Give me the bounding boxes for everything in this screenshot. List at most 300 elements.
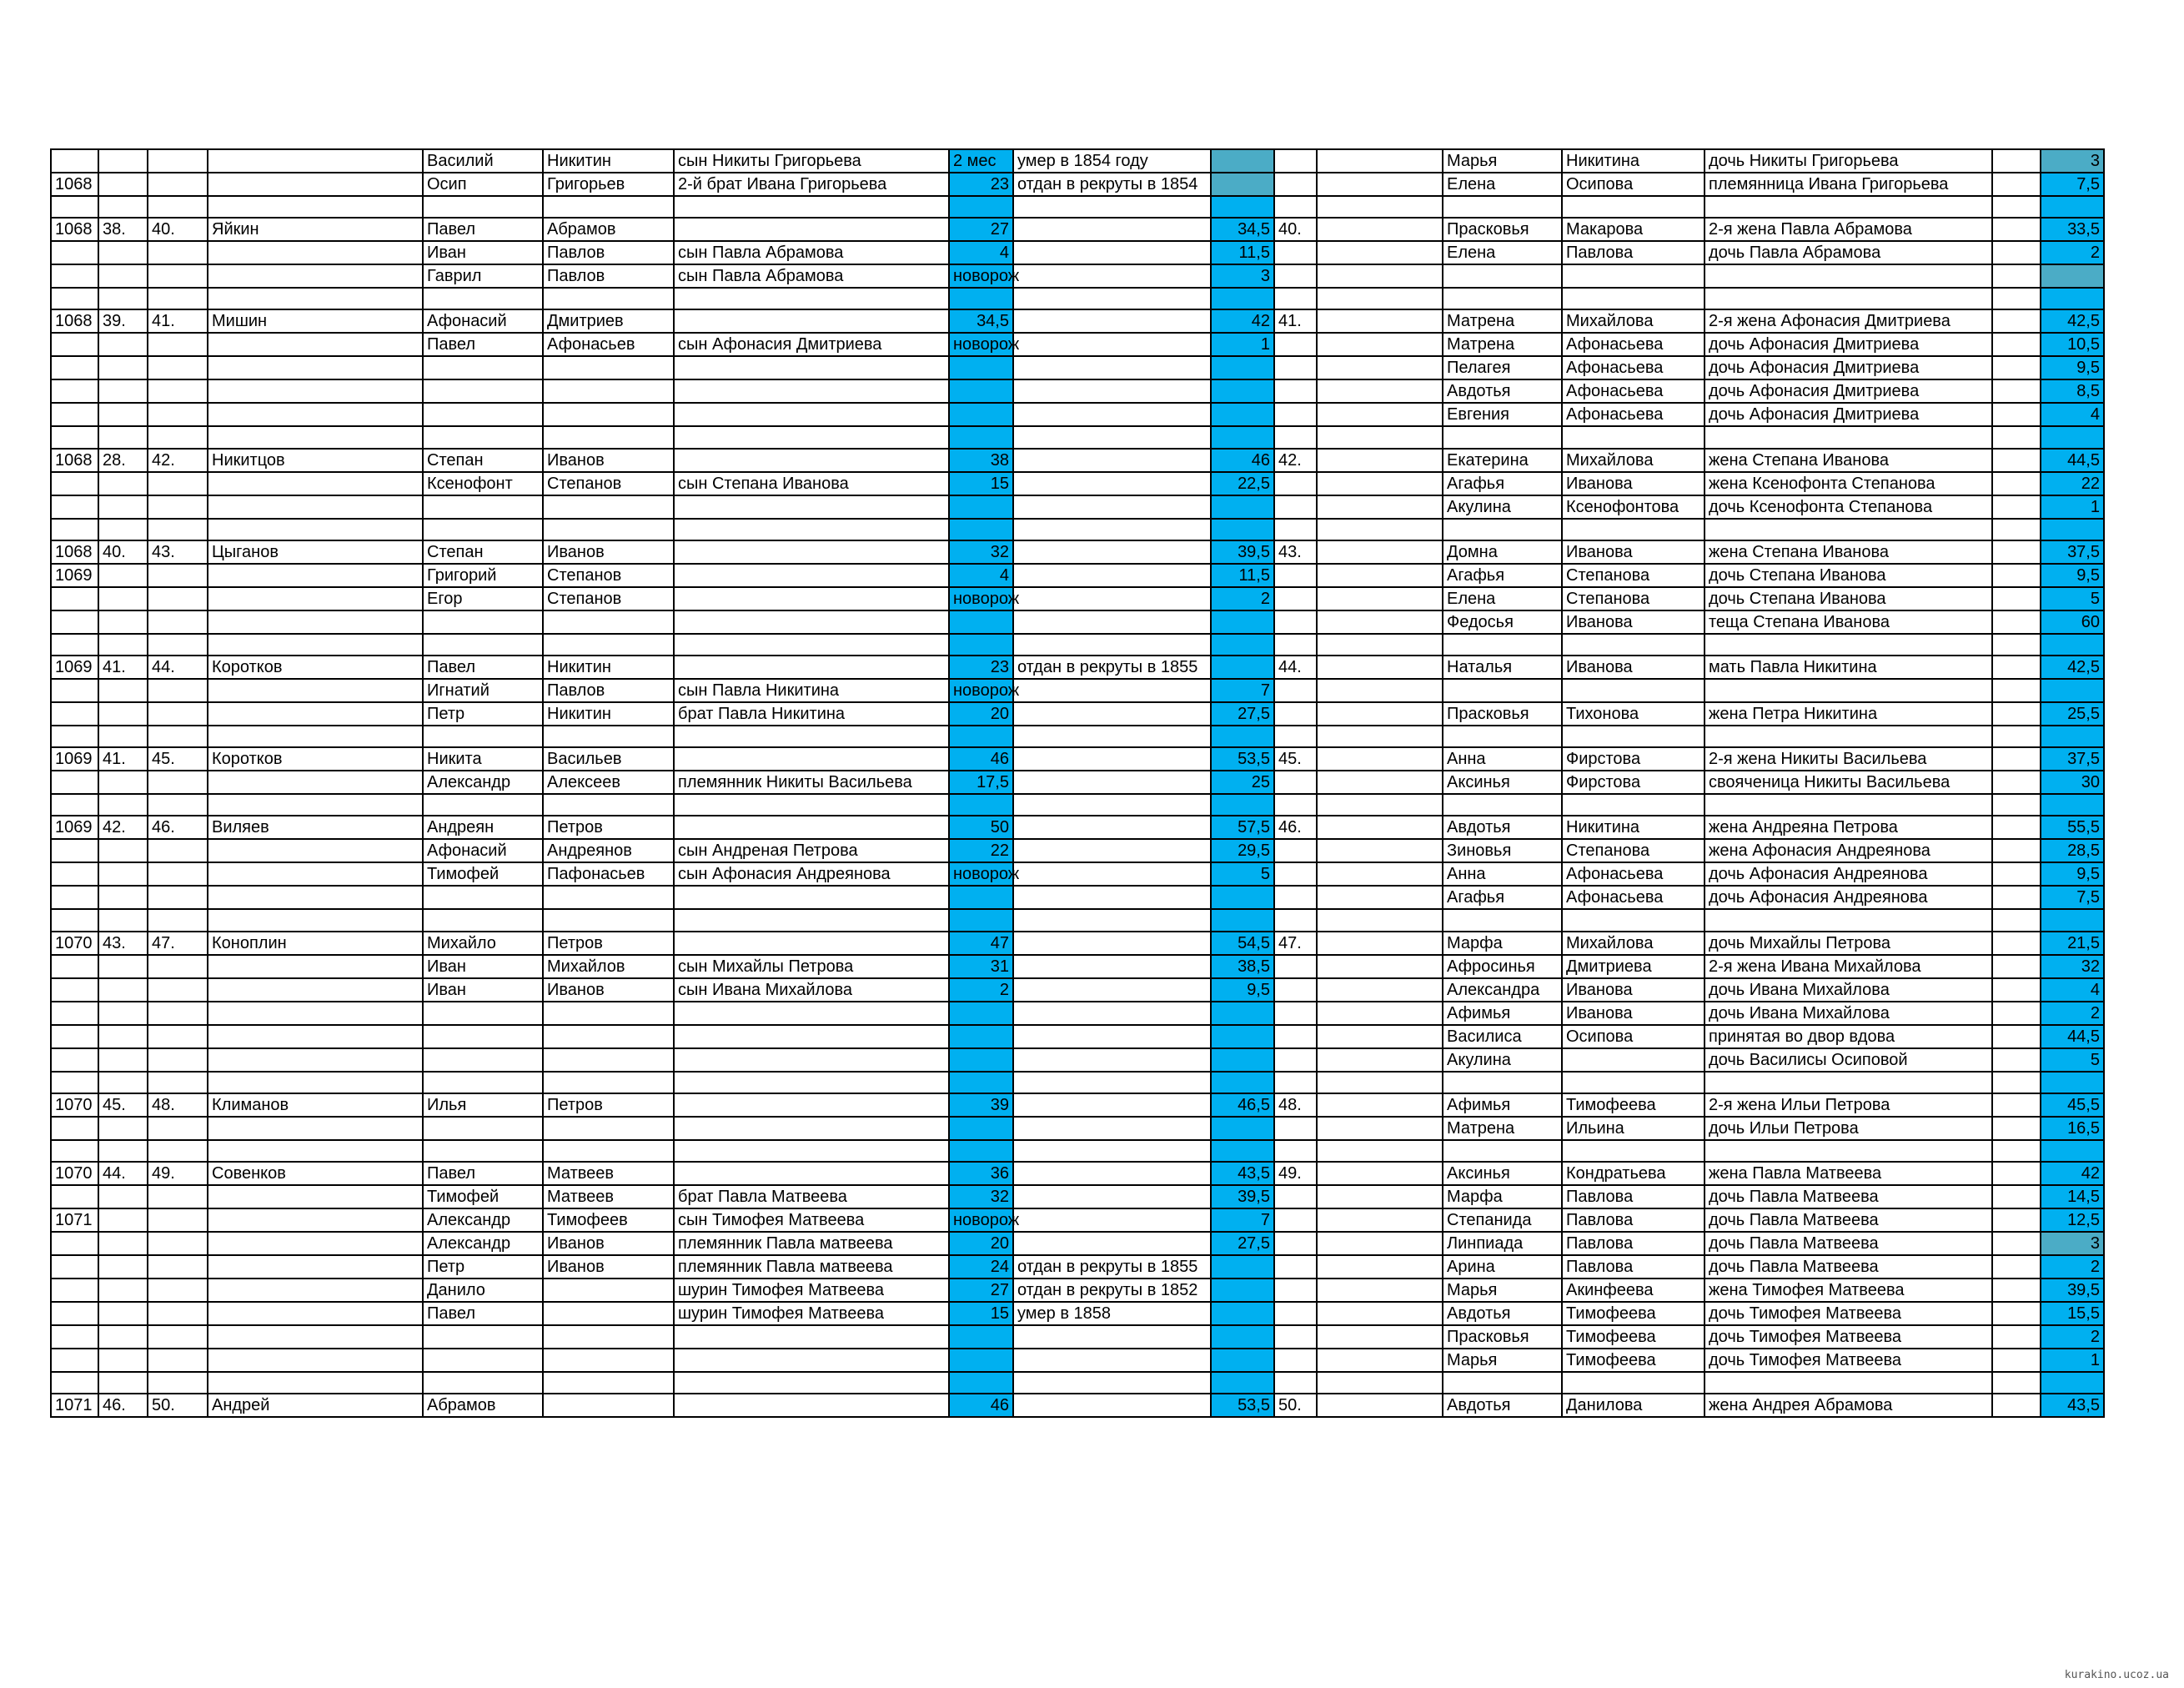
cell-female-name: Агафья <box>1443 564 1562 587</box>
cell-new-no: 42. <box>148 449 208 472</box>
cell-spacer <box>1317 1255 1443 1279</box>
cell-male-age-1858 <box>949 356 1013 379</box>
table-row <box>51 472 2104 495</box>
table-row <box>51 1117 2104 1140</box>
cell-old-no <box>98 726 148 747</box>
cell-spacer-2 <box>1992 333 2041 356</box>
cell-surname: Яйкин <box>208 218 423 241</box>
cell-female-patronymic <box>1562 909 1705 931</box>
cell-female-age: 2 <box>2041 1002 2104 1025</box>
cell-old-no <box>98 426 148 448</box>
cell-male-note <box>1013 726 1211 747</box>
cell-female-relation: 2-я жена Ильи Петрова <box>1705 1093 1992 1117</box>
cell-old-no <box>98 1372 148 1394</box>
cell-male-note <box>1013 333 1211 356</box>
cell-female-age: 42,5 <box>2041 309 2104 333</box>
cell-male-relation <box>674 495 949 519</box>
table-row <box>51 747 2104 771</box>
cell-male-note <box>1013 241 1211 264</box>
cell-male-name <box>423 356 543 379</box>
cell-old-no: 40. <box>98 540 148 564</box>
cell-female-name: Матрена <box>1443 333 1562 356</box>
cell-female-no <box>1274 1372 1317 1394</box>
cell-female-name: Наталья <box>1443 656 1562 679</box>
cell-male-age-1850 <box>1211 1117 1274 1140</box>
cell-female-relation: принятая во двор вдова <box>1705 1025 1992 1048</box>
cell-new-no <box>148 288 208 309</box>
cell-male-patronymic <box>543 1072 674 1093</box>
cell-house-no <box>51 1325 98 1349</box>
cell-male-name: Степан <box>423 449 543 472</box>
cell-male-name: Тимофей <box>423 1185 543 1208</box>
cell-spacer-2 <box>1992 449 2041 472</box>
cell-female-no <box>1274 1140 1317 1162</box>
cell-male-age-1850: 39,5 <box>1211 540 1274 564</box>
cell-male-name <box>423 288 543 309</box>
cell-female-age: 16,5 <box>2041 1117 2104 1140</box>
cell-female-age: 44,5 <box>2041 449 2104 472</box>
cell-male-age-1850: 22,5 <box>1211 472 1274 495</box>
cell-male-age-1850: 34,5 <box>1211 218 1274 241</box>
cell-female-relation: дочь Павла Матвеева <box>1705 1232 1992 1255</box>
cell-old-no <box>98 356 148 379</box>
cell-male-patronymic: Афонасьев <box>543 333 674 356</box>
cell-spacer-2 <box>1992 540 2041 564</box>
cell-surname: Андрей <box>208 1394 423 1417</box>
cell-male-age-1850 <box>1211 1140 1274 1162</box>
cell-male-patronymic <box>543 356 674 379</box>
table-row <box>51 634 2104 656</box>
cell-male-age-1850: 7 <box>1211 1208 1274 1232</box>
cell-female-relation: жена Степана Иванова <box>1705 540 1992 564</box>
cell-surname <box>208 1208 423 1232</box>
cell-male-name: Афонасий <box>423 839 543 862</box>
cell-spacer-2 <box>1992 1140 2041 1162</box>
cell-female-name <box>1443 634 1562 656</box>
cell-male-name <box>423 1072 543 1093</box>
cell-old-no <box>98 1302 148 1325</box>
cell-female-no <box>1274 909 1317 931</box>
cell-old-no <box>98 978 148 1002</box>
cell-female-name: Марфа <box>1443 1185 1562 1208</box>
cell-new-no <box>148 679 208 702</box>
cell-male-age-1850: 1 <box>1211 333 1274 356</box>
cell-surname <box>208 356 423 379</box>
cell-male-name <box>423 196 543 218</box>
cell-spacer <box>1317 264 1443 288</box>
cell-male-age-1858 <box>949 1025 1013 1048</box>
cell-house-no: 1068 <box>51 449 98 472</box>
table-row <box>51 1185 2104 1208</box>
cell-female-age: 8,5 <box>2041 379 2104 403</box>
cell-male-note <box>1013 356 1211 379</box>
cell-female-name <box>1443 264 1562 288</box>
cell-new-no <box>148 886 208 909</box>
cell-surname <box>208 1349 423 1372</box>
cell-female-no <box>1274 356 1317 379</box>
cell-old-no <box>98 909 148 931</box>
cell-female-patronymic: Павлова <box>1562 1208 1705 1232</box>
cell-male-patronymic: Михайлов <box>543 955 674 978</box>
cell-spacer <box>1317 403 1443 426</box>
cell-male-name <box>423 634 543 656</box>
cell-male-note <box>1013 978 1211 1002</box>
cell-old-no <box>98 862 148 886</box>
cell-female-patronymic <box>1562 288 1705 309</box>
cell-female-no <box>1274 634 1317 656</box>
cell-spacer <box>1317 564 1443 587</box>
cell-male-name <box>423 1325 543 1349</box>
cell-new-no <box>148 356 208 379</box>
cell-male-age-1858: 4 <box>949 564 1013 587</box>
cell-male-relation <box>674 519 949 540</box>
cell-new-no: 50. <box>148 1394 208 1417</box>
cell-male-age-1850: 5 <box>1211 862 1274 886</box>
cell-male-note <box>1013 1372 1211 1394</box>
cell-female-patronymic: Павлова <box>1562 1255 1705 1279</box>
cell-new-no <box>148 403 208 426</box>
cell-female-relation: дочь Афонасия Дмитриева <box>1705 356 1992 379</box>
cell-female-no <box>1274 288 1317 309</box>
cell-surname <box>208 1232 423 1255</box>
cell-male-name: Павел <box>423 1302 543 1325</box>
table-row <box>51 196 2104 218</box>
cell-male-note <box>1013 1117 1211 1140</box>
cell-male-age-1858 <box>949 403 1013 426</box>
cell-old-no <box>98 379 148 403</box>
cell-male-age-1858 <box>949 196 1013 218</box>
cell-spacer-2 <box>1992 932 2041 955</box>
cell-spacer-2 <box>1992 1002 2041 1025</box>
cell-female-age: 3 <box>2041 149 2104 173</box>
cell-male-patronymic: Абрамов <box>543 218 674 241</box>
cell-male-relation: шурин Тимофея Матвеева <box>674 1302 949 1325</box>
cell-new-no <box>148 955 208 978</box>
cell-old-no <box>98 149 148 173</box>
cell-male-relation <box>674 587 949 610</box>
cell-female-relation <box>1705 288 1992 309</box>
cell-male-name: Иван <box>423 955 543 978</box>
cell-female-no <box>1274 472 1317 495</box>
cell-spacer-2 <box>1992 1185 2041 1208</box>
cell-male-relation: сын Павла Никитина <box>674 679 949 702</box>
cell-female-age: 2 <box>2041 241 2104 264</box>
cell-new-no <box>148 634 208 656</box>
cell-new-no <box>148 702 208 726</box>
cell-female-no <box>1274 1302 1317 1325</box>
cell-spacer-2 <box>1992 264 2041 288</box>
cell-spacer <box>1317 1025 1443 1048</box>
cell-spacer <box>1317 540 1443 564</box>
cell-male-name: Александр <box>423 1232 543 1255</box>
cell-male-age-1858: 31 <box>949 955 1013 978</box>
cell-house-no <box>51 771 98 794</box>
cell-old-no <box>98 472 148 495</box>
cell-surname <box>208 173 423 196</box>
cell-male-age-1850: 7 <box>1211 679 1274 702</box>
cell-new-no <box>148 726 208 747</box>
cell-female-age: 37,5 <box>2041 747 2104 771</box>
cell-female-patronymic <box>1562 794 1705 816</box>
cell-male-age-1858 <box>949 1325 1013 1349</box>
cell-male-note <box>1013 1072 1211 1093</box>
cell-female-age <box>2041 264 2104 288</box>
cell-male-age-1858: 32 <box>949 540 1013 564</box>
cell-male-note <box>1013 794 1211 816</box>
cell-male-name: Данило <box>423 1279 543 1302</box>
cell-house-no <box>51 587 98 610</box>
cell-male-patronymic <box>543 1325 674 1349</box>
cell-male-age-1850 <box>1211 403 1274 426</box>
cell-male-patronymic: Степанов <box>543 564 674 587</box>
cell-male-name <box>423 726 543 747</box>
cell-old-no: 43. <box>98 932 148 955</box>
cell-new-no <box>148 495 208 519</box>
cell-male-age-1858 <box>949 610 1013 634</box>
cell-male-note <box>1013 1208 1211 1232</box>
cell-female-no: 43. <box>1274 540 1317 564</box>
cell-female-name: Афимья <box>1443 1093 1562 1117</box>
cell-female-no <box>1274 886 1317 909</box>
cell-male-relation <box>674 816 949 839</box>
cell-male-name <box>423 1048 543 1072</box>
cell-male-relation <box>674 1349 949 1372</box>
cell-surname <box>208 634 423 656</box>
cell-male-note <box>1013 1002 1211 1025</box>
cell-old-no <box>98 587 148 610</box>
cell-male-note <box>1013 449 1211 472</box>
cell-male-age-1858 <box>949 909 1013 931</box>
cell-house-no <box>51 1140 98 1162</box>
cell-male-age-1850 <box>1211 634 1274 656</box>
cell-female-name <box>1443 1072 1562 1093</box>
cell-male-name: Александр <box>423 1208 543 1232</box>
cell-female-name: Арина <box>1443 1255 1562 1279</box>
cell-house-no <box>51 886 98 909</box>
cell-female-patronymic: Иванова <box>1562 540 1705 564</box>
cell-male-age-1850 <box>1211 1255 1274 1279</box>
cell-female-age: 44,5 <box>2041 1025 2104 1048</box>
cell-female-name: Марья <box>1443 149 1562 173</box>
cell-male-relation <box>674 309 949 333</box>
cell-new-no <box>148 1325 208 1349</box>
cell-female-name: Прасковья <box>1443 1325 1562 1349</box>
cell-new-no <box>148 379 208 403</box>
cell-new-no: 43. <box>148 540 208 564</box>
cell-female-age: 43,5 <box>2041 1394 2104 1417</box>
cell-female-name <box>1443 519 1562 540</box>
cell-male-relation: 2-й брат Ивана Григорьева <box>674 173 949 196</box>
cell-female-age: 15,5 <box>2041 1302 2104 1325</box>
cell-male-age-1850 <box>1211 196 1274 218</box>
cell-female-relation: дочь Павла Матвеева <box>1705 1185 1992 1208</box>
cell-male-age-1858: новорож <box>949 862 1013 886</box>
table-row <box>51 656 2104 679</box>
cell-female-age: 5 <box>2041 587 2104 610</box>
table-row <box>51 816 2104 839</box>
cell-male-name <box>423 610 543 634</box>
cell-female-relation: дочь Павла Матвеева <box>1705 1208 1992 1232</box>
cell-spacer <box>1317 356 1443 379</box>
cell-surname: Никитцов <box>208 449 423 472</box>
cell-female-name: Александра <box>1443 978 1562 1002</box>
cell-old-no <box>98 1140 148 1162</box>
cell-house-no <box>51 1185 98 1208</box>
cell-female-no <box>1274 1185 1317 1208</box>
cell-house-no <box>51 149 98 173</box>
cell-female-no <box>1274 1255 1317 1279</box>
cell-male-age-1858: 17,5 <box>949 771 1013 794</box>
cell-male-relation: сын Павла Абрамова <box>674 264 949 288</box>
cell-spacer <box>1317 173 1443 196</box>
cell-female-age: 55,5 <box>2041 816 2104 839</box>
table-row <box>51 449 2104 472</box>
cell-male-note: отдан в рекруты в 1852 <box>1013 1279 1211 1302</box>
cell-male-relation: сын Никиты Григорьева <box>674 149 949 173</box>
cell-spacer-2 <box>1992 634 2041 656</box>
table-row <box>51 726 2104 747</box>
cell-spacer <box>1317 288 1443 309</box>
cell-surname <box>208 264 423 288</box>
cell-female-no: 50. <box>1274 1394 1317 1417</box>
cell-male-age-1858 <box>949 1002 1013 1025</box>
cell-male-note <box>1013 702 1211 726</box>
cell-spacer-2 <box>1992 379 2041 403</box>
cell-new-no <box>148 519 208 540</box>
cell-female-patronymic <box>1562 196 1705 218</box>
cell-house-no: 1069 <box>51 816 98 839</box>
cell-spacer <box>1317 702 1443 726</box>
cell-male-name: Иван <box>423 978 543 1002</box>
cell-female-patronymic <box>1562 264 1705 288</box>
cell-female-name: Аксинья <box>1443 1162 1562 1185</box>
cell-male-note <box>1013 955 1211 978</box>
cell-female-relation: дочь Ивана Михайлова <box>1705 1002 1992 1025</box>
cell-female-no: 49. <box>1274 1162 1317 1185</box>
cell-male-relation <box>674 1048 949 1072</box>
cell-female-age: 33,5 <box>2041 218 2104 241</box>
cell-male-name: Андреян <box>423 816 543 839</box>
cell-old-no: 41. <box>98 656 148 679</box>
cell-female-no <box>1274 495 1317 519</box>
cell-male-age-1850 <box>1211 1002 1274 1025</box>
cell-male-relation <box>674 540 949 564</box>
cell-female-name <box>1443 679 1562 702</box>
cell-spacer <box>1317 1394 1443 1417</box>
cell-surname <box>208 426 423 448</box>
table-row <box>51 519 2104 540</box>
cell-male-age-1858: 2 <box>949 978 1013 1002</box>
cell-female-name: Авдотья <box>1443 1302 1562 1325</box>
cell-male-patronymic <box>543 495 674 519</box>
cell-house-no <box>51 610 98 634</box>
cell-male-name: Ксенофонт <box>423 472 543 495</box>
cell-male-age-1858 <box>949 495 1013 519</box>
table-row <box>51 1394 2104 1417</box>
cell-surname: Коротков <box>208 656 423 679</box>
cell-male-relation: сын Михайлы Петрова <box>674 955 949 978</box>
cell-surname <box>208 886 423 909</box>
cell-male-note <box>1013 1162 1211 1185</box>
cell-male-patronymic <box>543 379 674 403</box>
cell-new-no <box>148 794 208 816</box>
cell-female-relation: дочь Ксенофонта Степанова <box>1705 495 1992 519</box>
table-row <box>51 1302 2104 1325</box>
cell-male-relation <box>674 886 949 909</box>
cell-male-age-1858: 20 <box>949 702 1013 726</box>
cell-spacer <box>1317 1325 1443 1349</box>
cell-female-no <box>1274 173 1317 196</box>
cell-female-no <box>1274 1072 1317 1093</box>
cell-male-patronymic <box>543 886 674 909</box>
table-row <box>51 1279 2104 1302</box>
cell-spacer-2 <box>1992 747 2041 771</box>
cell-spacer-2 <box>1992 955 2041 978</box>
cell-female-age <box>2041 196 2104 218</box>
cell-female-relation: жена Петра Никитина <box>1705 702 1992 726</box>
cell-male-age-1850 <box>1211 1349 1274 1372</box>
cell-new-no <box>148 587 208 610</box>
cell-female-no <box>1274 1002 1317 1025</box>
cell-female-age: 1 <box>2041 495 2104 519</box>
cell-spacer <box>1317 794 1443 816</box>
cell-old-no: 46. <box>98 1394 148 1417</box>
cell-surname <box>208 1279 423 1302</box>
cell-spacer <box>1317 771 1443 794</box>
cell-male-age-1850 <box>1211 1372 1274 1394</box>
cell-male-patronymic: Тимофеев <box>543 1208 674 1232</box>
cell-male-age-1850 <box>1211 656 1274 679</box>
cell-female-name: Марфа <box>1443 932 1562 955</box>
cell-male-age-1850 <box>1211 1048 1274 1072</box>
table-row <box>51 333 2104 356</box>
cell-new-no <box>148 196 208 218</box>
cell-surname <box>208 726 423 747</box>
cell-spacer-2 <box>1992 1325 2041 1349</box>
cell-house-no <box>51 241 98 264</box>
cell-female-relation: дочь Афонасия Дмитриева <box>1705 379 1992 403</box>
cell-male-age-1858: 46 <box>949 747 1013 771</box>
cell-spacer <box>1317 1279 1443 1302</box>
cell-spacer-2 <box>1992 288 2041 309</box>
cell-male-relation: брат Павла Матвеева <box>674 1185 949 1208</box>
cell-spacer-2 <box>1992 978 2041 1002</box>
cell-surname <box>208 472 423 495</box>
table-row <box>51 1025 2104 1048</box>
cell-male-relation: брат Павла Никитина <box>674 702 949 726</box>
cell-spacer-2 <box>1992 1255 2041 1279</box>
cell-spacer-2 <box>1992 587 2041 610</box>
cell-male-note <box>1013 1394 1211 1417</box>
cell-male-patronymic <box>543 196 674 218</box>
cell-male-note <box>1013 1025 1211 1048</box>
table-row <box>51 1325 2104 1349</box>
cell-new-no <box>148 771 208 794</box>
cell-female-no <box>1274 955 1317 978</box>
cell-spacer <box>1317 1093 1443 1117</box>
cell-male-note <box>1013 1349 1211 1372</box>
cell-male-patronymic: Алексеев <box>543 771 674 794</box>
cell-house-no <box>51 495 98 519</box>
cell-male-age-1858: 20 <box>949 1232 1013 1255</box>
table-row <box>51 1140 2104 1162</box>
cell-spacer-2 <box>1992 1279 2041 1302</box>
cell-female-name: Афросинья <box>1443 955 1562 978</box>
table-row <box>51 1002 2104 1025</box>
cell-female-no <box>1274 149 1317 173</box>
cell-female-patronymic: Павлова <box>1562 1232 1705 1255</box>
cell-female-patronymic <box>1562 634 1705 656</box>
